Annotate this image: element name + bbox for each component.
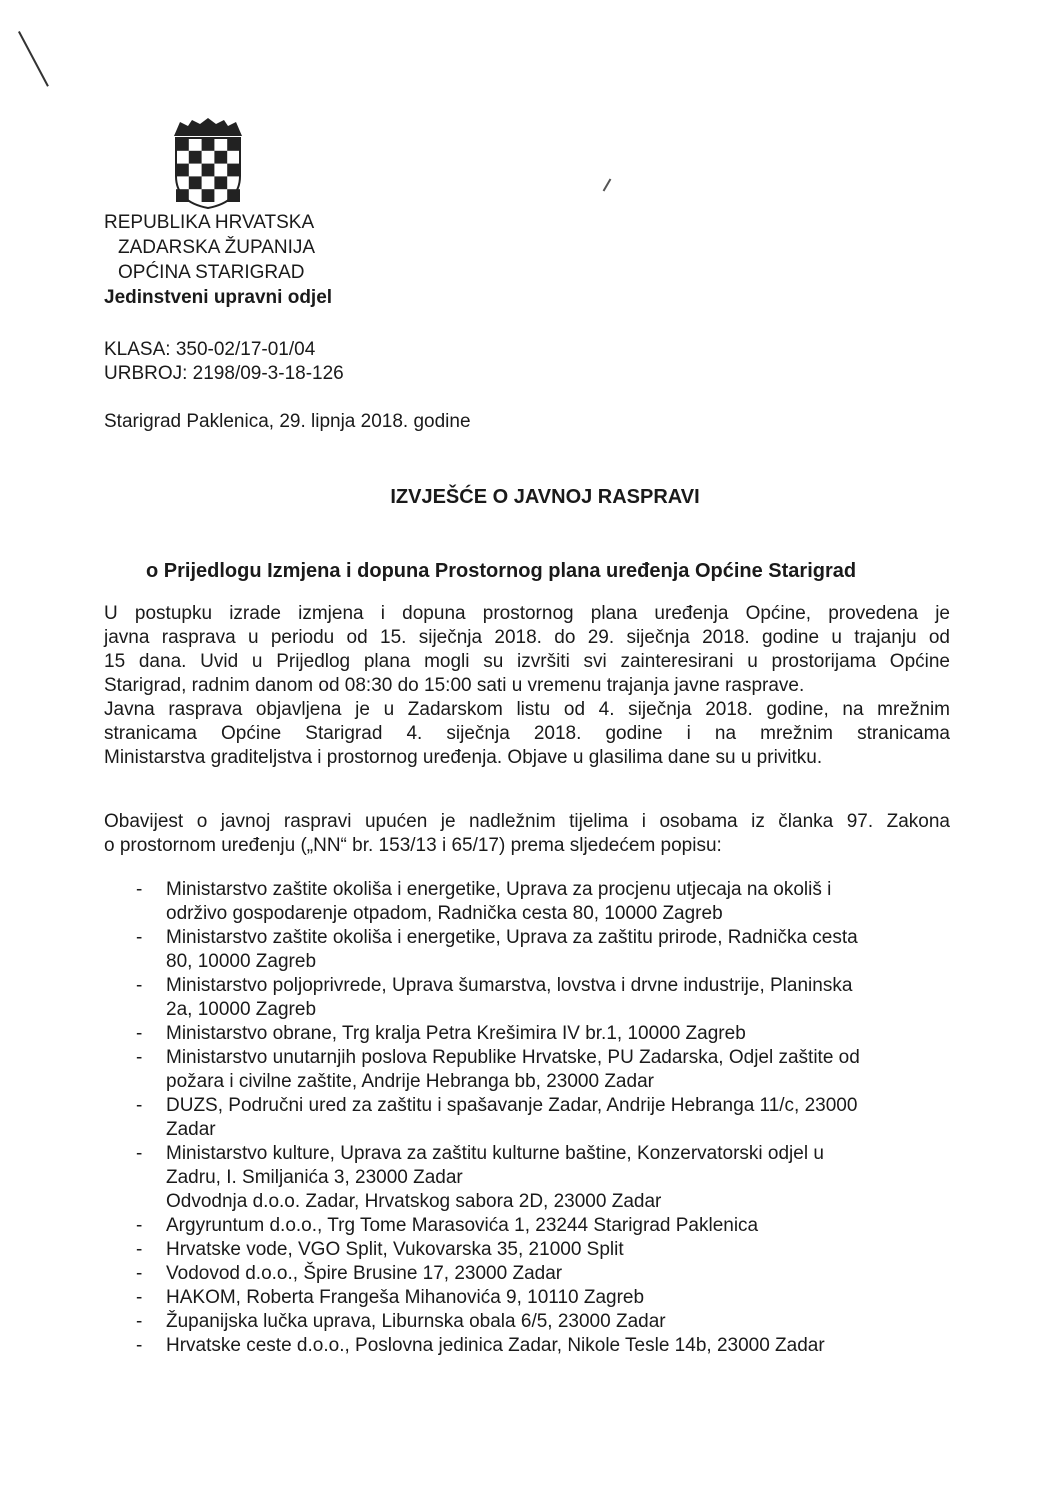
list-item-line: Hrvatske ceste d.o.o., Poslovna jedinica Zadar, Nikole Tesle 14b, 23000 Zadar — [166, 1335, 825, 1356]
list-item-line: Odvodnja d.o.o. Zadar, Hrvatskog sabora 2D, 23000 Zadar — [166, 1191, 662, 1212]
list-item-line: Argyruntum d.o.o., Trg Tome Marasovića 1, 23244 Starigrad Paklenica — [166, 1215, 759, 1236]
issuer-header — [104, 210, 332, 310]
list-item-line: Ministarstvo poljoprivrede, Uprava šumarstva, lovstva i drvne industrije, Planinska — [166, 975, 853, 996]
list-item-line: Ministarstvo zaštite okoliša i energetike, Uprava za procjenu utjecaja na okoliš i — [166, 879, 832, 900]
header-line-municipality: OPĆINA STARIGRAD — [118, 262, 305, 283]
list-dash: - — [136, 1023, 143, 1044]
list-item — [104, 926, 950, 974]
list-item-line: Županijska lučka uprava, Liburnska obala 6/5, 23000 Zadar — [166, 1311, 666, 1332]
header-line-country: REPUBLIKA HRVATSKA — [104, 212, 315, 233]
list-dash: - — [136, 1263, 143, 1284]
list-item-line: HAKOM, Roberta Frangeša Mihanovića 9, 10110 Zagreb — [166, 1287, 645, 1308]
document-title: IZVJEŠĆE O JAVNOJ RASPRAVI — [390, 486, 700, 508]
list-item — [104, 1310, 950, 1334]
pen-mark-small — [603, 178, 612, 191]
list-dash: - — [136, 879, 143, 900]
list-dash: - — [136, 1047, 143, 1068]
list-dash: - — [136, 1287, 143, 1308]
list-item-line: 80, 10000 Zagreb — [166, 951, 317, 972]
list-item — [104, 1334, 950, 1358]
list-item-line: DUZS, Područni ured za zaštitu i spašavanje Zadar, Andrije Hebranga 11/c, 23000 — [166, 1095, 858, 1116]
header-line-county: ZADARSKA ŽUPANIJA — [118, 237, 316, 258]
list-item-line: Ministarstvo zaštite okoliša i energetike, Uprava za zaštitu prirode, Radnička cesta — [166, 927, 858, 948]
list-item-line: Ministarstvo unutarnjih poslova Republike Hrvatske, PU Zadarska, Odjel zaštite od — [166, 1047, 860, 1068]
paragraph-line: Javna rasprava objavljena je u Zadarskom listu od 4. siječnja 2018. godine, na mrežnim — [104, 699, 950, 720]
header-line-department: Jedinstveni upravni odjel — [104, 287, 333, 308]
coat-of-arms-icon — [170, 118, 246, 210]
list-item-line: Hrvatske vode, VGO Split, Vukovarska 35, 21000 Split — [166, 1239, 624, 1260]
list-item — [104, 1022, 950, 1046]
paragraph-line: Starigrad, radnim danom od 08:30 do 15:00 sati u vremenu trajanja javne rasprave. — [104, 675, 805, 696]
list-dash: - — [136, 1215, 143, 1236]
paragraph-line: 15 dana. Uvid u Prijedlog plana mogli su izvršiti svi zainteresirani u prostorijama Općine — [104, 651, 950, 672]
paragraph-line: o prostornom uređenju („NN“ br. 153/13 i 65/17) prema sljedećem popisu: — [104, 835, 722, 856]
paragraph-line: U postupku izrade izmjena i dopuna prostornog plana uređenja Općine, provedena je — [104, 603, 950, 624]
list-item — [104, 1238, 950, 1262]
list-item — [104, 1262, 950, 1286]
pen-mark — [18, 31, 49, 87]
list-item — [104, 1190, 950, 1214]
paragraph-notice — [104, 810, 950, 858]
klasa-number: KLASA: 350-02/17-01/04 — [104, 339, 316, 360]
urbroj-number: URBROJ: 2198/09-3-18-126 — [104, 363, 344, 384]
list-item-line: Zadru, I. Smiljanića 3, 23000 Zadar — [166, 1167, 463, 1188]
list-dash: - — [136, 1311, 143, 1332]
list-item — [104, 1214, 950, 1238]
paragraph-line: Obavijest o javnoj raspravi upućen je nadležnim tijelima i osobama iz članka 97. Zakona — [104, 811, 950, 832]
list-item — [104, 1142, 950, 1190]
paragraph-line: javna rasprava u periodu od 15. siječnja 2018. do 29. siječnja 2018. godine u trajanju od — [104, 627, 950, 648]
list-item-line: Ministarstvo obrane, Trg kralja Petra Krešimira IV br.1, 10000 Zagreb — [166, 1023, 746, 1044]
place-date: Starigrad Paklenica, 29. lipnja 2018. godine — [104, 411, 471, 432]
list-item-line: Ministarstvo kulture, Uprava za zaštitu kulturne baštine, Konzervatorski odjel u — [166, 1143, 824, 1164]
list-item — [104, 1094, 950, 1142]
list-item-line: požara i civilne zaštite, Andrije Hebranga bb, 23000 Zadar — [166, 1071, 654, 1092]
recipient-list — [104, 878, 950, 1358]
list-item — [104, 1046, 950, 1094]
list-dash: - — [136, 1335, 143, 1356]
list-dash: - — [136, 1095, 143, 1116]
list-item — [104, 1286, 950, 1310]
list-item-line: održivo gospodarenje otpadom, Radnička cesta 80, 10000 Zagreb — [166, 903, 723, 924]
list-item-line: Zadar — [166, 1119, 216, 1140]
list-dash: - — [136, 927, 143, 948]
list-item — [104, 974, 950, 1022]
list-item-line: 2a, 10000 Zagreb — [166, 999, 317, 1020]
list-dash: - — [136, 1239, 143, 1260]
list-dash: - — [136, 1143, 143, 1164]
list-item — [104, 878, 950, 926]
document-subtitle: o Prijedlogu Izmjena i dopuna Prostornog plana uređenja Općine Starigrad — [146, 560, 857, 582]
reference-block — [104, 338, 344, 386]
list-dash: - — [136, 975, 143, 996]
paragraph-line: stranicama Općine Starigrad 4. siječnja 2018. godine i na mrežnim stranicama — [104, 723, 950, 744]
list-item-line: Vodovod d.o.o., Špire Brusine 17, 23000 Zadar — [166, 1263, 563, 1284]
paragraph-line: Ministarstva graditeljstva i prostornog uređenja. Objave u glasilima dane su u privitku. — [104, 747, 823, 768]
paragraph-intro — [104, 602, 950, 770]
